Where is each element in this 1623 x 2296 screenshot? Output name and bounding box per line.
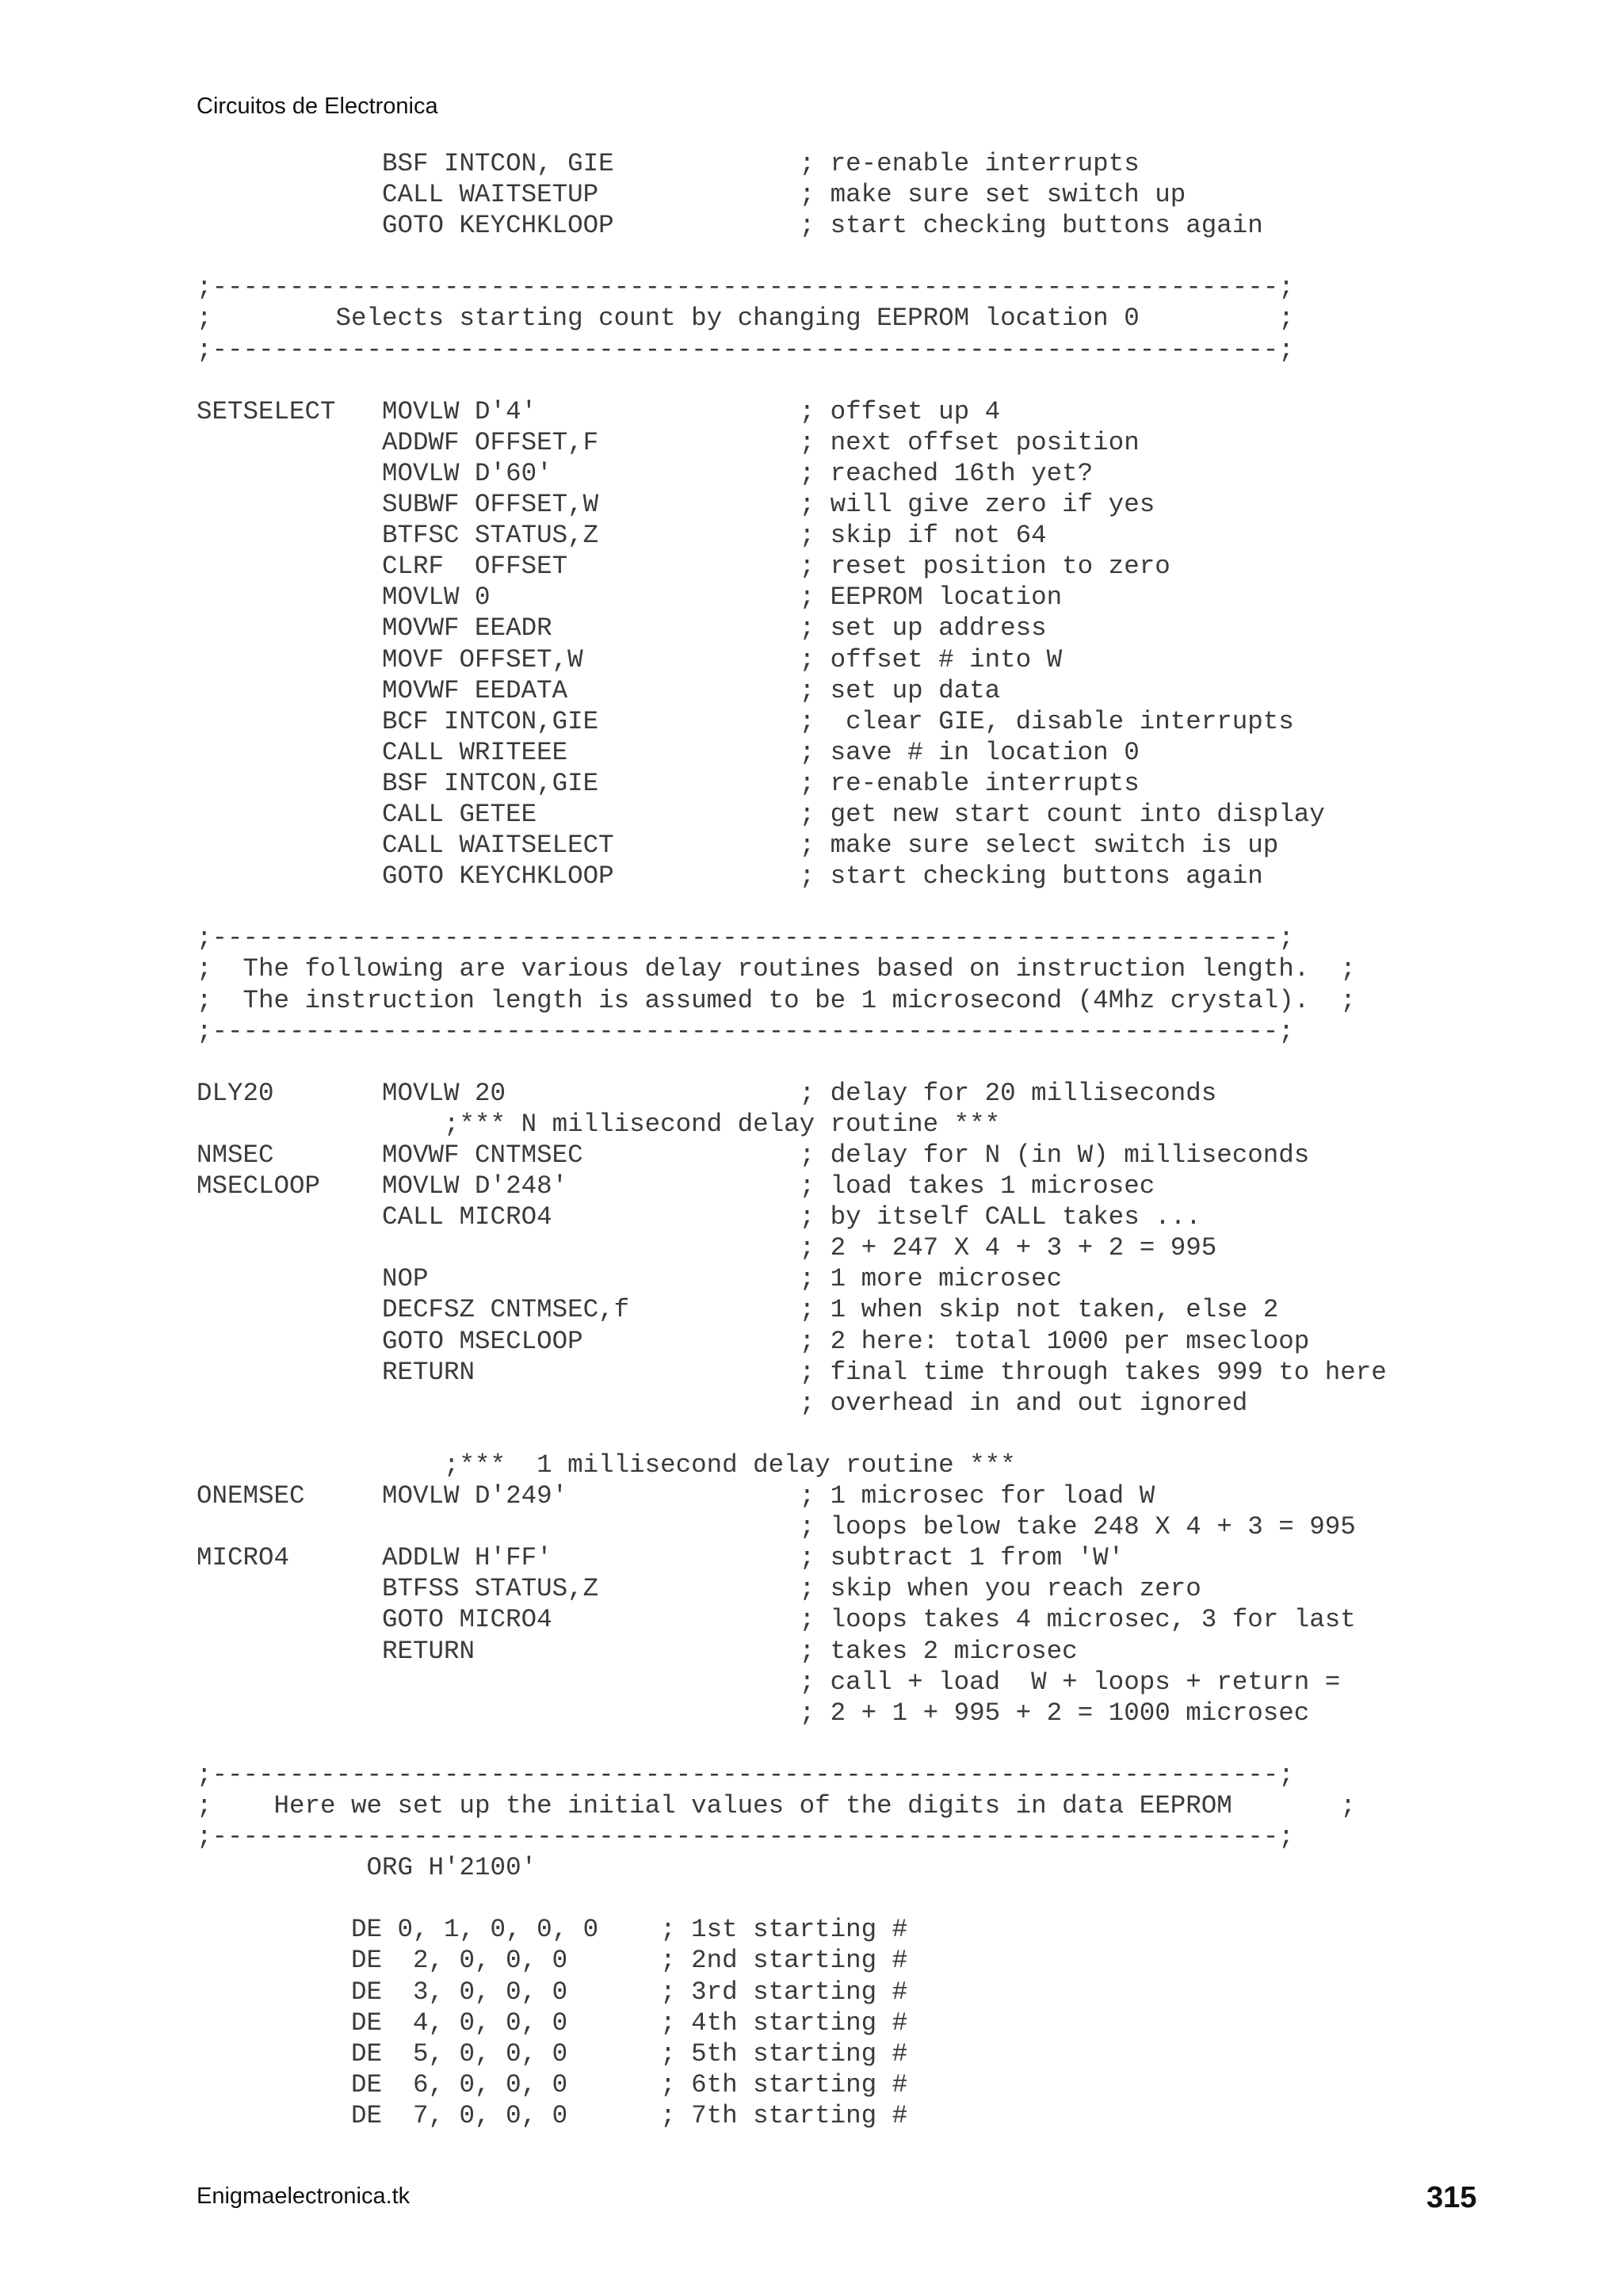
code-line: CALL GETEE ; get new start count into display <box>197 799 1325 829</box>
code-line: DE 7, 0, 0, 0 ; 7th starting # <box>197 2100 908 2130</box>
code-line: ; 2 + 247 X 4 + 3 + 2 = 995 <box>197 1233 1217 1263</box>
code-line: GOTO MSECLOOP ; 2 here: total 1000 per msecloop <box>197 1326 1310 1356</box>
code-line: DECFSZ CNTMSEC,f ; 1 when skip not taken, else 2 <box>197 1295 1279 1325</box>
code-line: SETSELECT MOVLW D'4' ; offset up 4 <box>197 396 1001 426</box>
code-line: ;---------------------------------------------------------------------; <box>197 1016 1294 1046</box>
code-line <box>197 365 1387 396</box>
code-line: GOTO KEYCHKLOOP ; start checking buttons again <box>197 861 1263 892</box>
code-line: BTFSS STATUS,Z ; skip when you reach zero <box>197 1574 1201 1604</box>
code-line: ; loops below take 248 X 4 + 3 = 995 <box>197 1512 1356 1542</box>
code-line: MICRO4 ADDLW H'FF' ; subtract 1 from 'W' <box>197 1543 1125 1573</box>
code-line: CALL WAITSETUP ; make sure set switch up <box>197 180 1186 210</box>
code-line: DE 2, 0, 0, 0 ; 2nd starting # <box>197 1946 908 1976</box>
code-line: DE 3, 0, 0, 0 ; 3rd starting # <box>197 1977 908 2007</box>
code-line: CALL MICRO4 ; by itself CALL takes ... <box>197 1202 1201 1232</box>
code-line: DE 0, 1, 0, 0, 0 ; 1st starting # <box>197 1915 908 1945</box>
code-line: CLRF OFFSET ; reset position to zero <box>197 552 1170 582</box>
code-line: ;*** N millisecond delay routine *** <box>197 1109 1001 1139</box>
code-line: BCF INTCON,GIE ; clear GIE, disable interrupts <box>197 706 1294 736</box>
code-line: ADDWF OFFSET,F ; next offset position <box>197 427 1140 457</box>
code-line: GOTO KEYCHKLOOP ; start checking buttons again <box>197 211 1263 241</box>
code-line: MSECLOOP MOVLW D'248' ; load takes 1 microsec <box>197 1171 1155 1201</box>
code-line: ; The following are various delay routines based on instruction length. ; <box>197 954 1356 984</box>
code-line: MOVWF EEADR ; set up address <box>197 613 1047 644</box>
code-line: RETURN ; final time through takes 999 to here <box>197 1357 1387 1387</box>
code-line: DE 5, 0, 0, 0 ; 5th starting # <box>197 2038 908 2069</box>
code-line: MOVLW D'60' ; reached 16th yet? <box>197 458 1094 488</box>
code-line: CALL WRITEEE ; save # in location 0 <box>197 737 1140 767</box>
code-line: CALL WAITSELECT ; make sure select switch is up <box>197 831 1279 861</box>
code-line: ; overhead in and out ignored <box>197 1388 1248 1418</box>
code-line: ;---------------------------------------------------------------------; <box>197 1759 1294 1790</box>
code-line <box>197 892 1387 923</box>
code-line: ORG H'2100' <box>197 1853 537 1883</box>
code-line: DE 4, 0, 0, 0 ; 4th starting # <box>197 2008 908 2038</box>
running-header: Circuitos de Electronica <box>197 94 438 119</box>
code-line: ;---------------------------------------------------------------------; <box>197 1822 1294 1852</box>
code-line: NMSEC MOVWF CNTMSEC ; delay for N (in W) milliseconds <box>197 1140 1310 1170</box>
page-number: 315 <box>1426 2181 1477 2214</box>
code-line: ; Selects starting count by changing EEPROM location 0 ; <box>197 304 1294 334</box>
code-line: DLY20 MOVLW 20 ; delay for 20 milliseconds <box>197 1078 1217 1108</box>
code-line: ;---------------------------------------------------------------------; <box>197 334 1294 365</box>
code-line: ; Here we set up the initial values of the digits in data EEPROM ; <box>197 1790 1356 1820</box>
assembly-code-listing <box>197 148 1387 2131</box>
code-line <box>197 1419 1387 1450</box>
code-line: GOTO MICRO4 ; loops takes 4 microsec, 3 for last <box>197 1605 1356 1635</box>
code-line: BTFSC STATUS,Z ; skip if not 64 <box>197 521 1047 551</box>
code-line: DE 6, 0, 0, 0 ; 6th starting # <box>197 2069 908 2099</box>
code-line: ;---------------------------------------------------------------------; <box>197 273 1294 303</box>
footer-site: Enigmaelectronica.tk <box>197 2183 411 2209</box>
code-line: ; 2 + 1 + 995 + 2 = 1000 microsec <box>197 1698 1310 1728</box>
code-line: ONEMSEC MOVLW D'249' ; 1 microsec for load W <box>197 1481 1155 1511</box>
code-line: ;*** 1 millisecond delay routine *** <box>197 1450 1016 1480</box>
code-line: ;---------------------------------------------------------------------; <box>197 923 1294 953</box>
code-line: ; call + load W + loops + return = <box>197 1667 1341 1697</box>
code-line: NOP ; 1 more microsec <box>197 1264 1063 1294</box>
code-line <box>197 1047 1387 1078</box>
code-line: MOVF OFFSET,W ; offset # into W <box>197 644 1063 674</box>
code-line: BSF INTCON, GIE ; re-enable interrupts <box>197 149 1140 178</box>
code-line <box>197 1729 1387 1759</box>
code-line: MOVLW 0 ; EEPROM location <box>197 583 1063 613</box>
code-line: RETURN ; takes 2 microsec <box>197 1636 1078 1666</box>
code-line: ; The instruction length is assumed to be 1 microsecond (4Mhz crystal). ; <box>197 985 1356 1015</box>
code-line: BSF INTCON,GIE ; re-enable interrupts <box>197 768 1140 798</box>
code-line: MOVWF EEDATA ; set up data <box>197 675 1001 705</box>
code-line: SUBWF OFFSET,W ; will give zero if yes <box>197 490 1155 520</box>
code-line <box>197 241 1387 272</box>
code-line <box>197 1883 1387 1914</box>
